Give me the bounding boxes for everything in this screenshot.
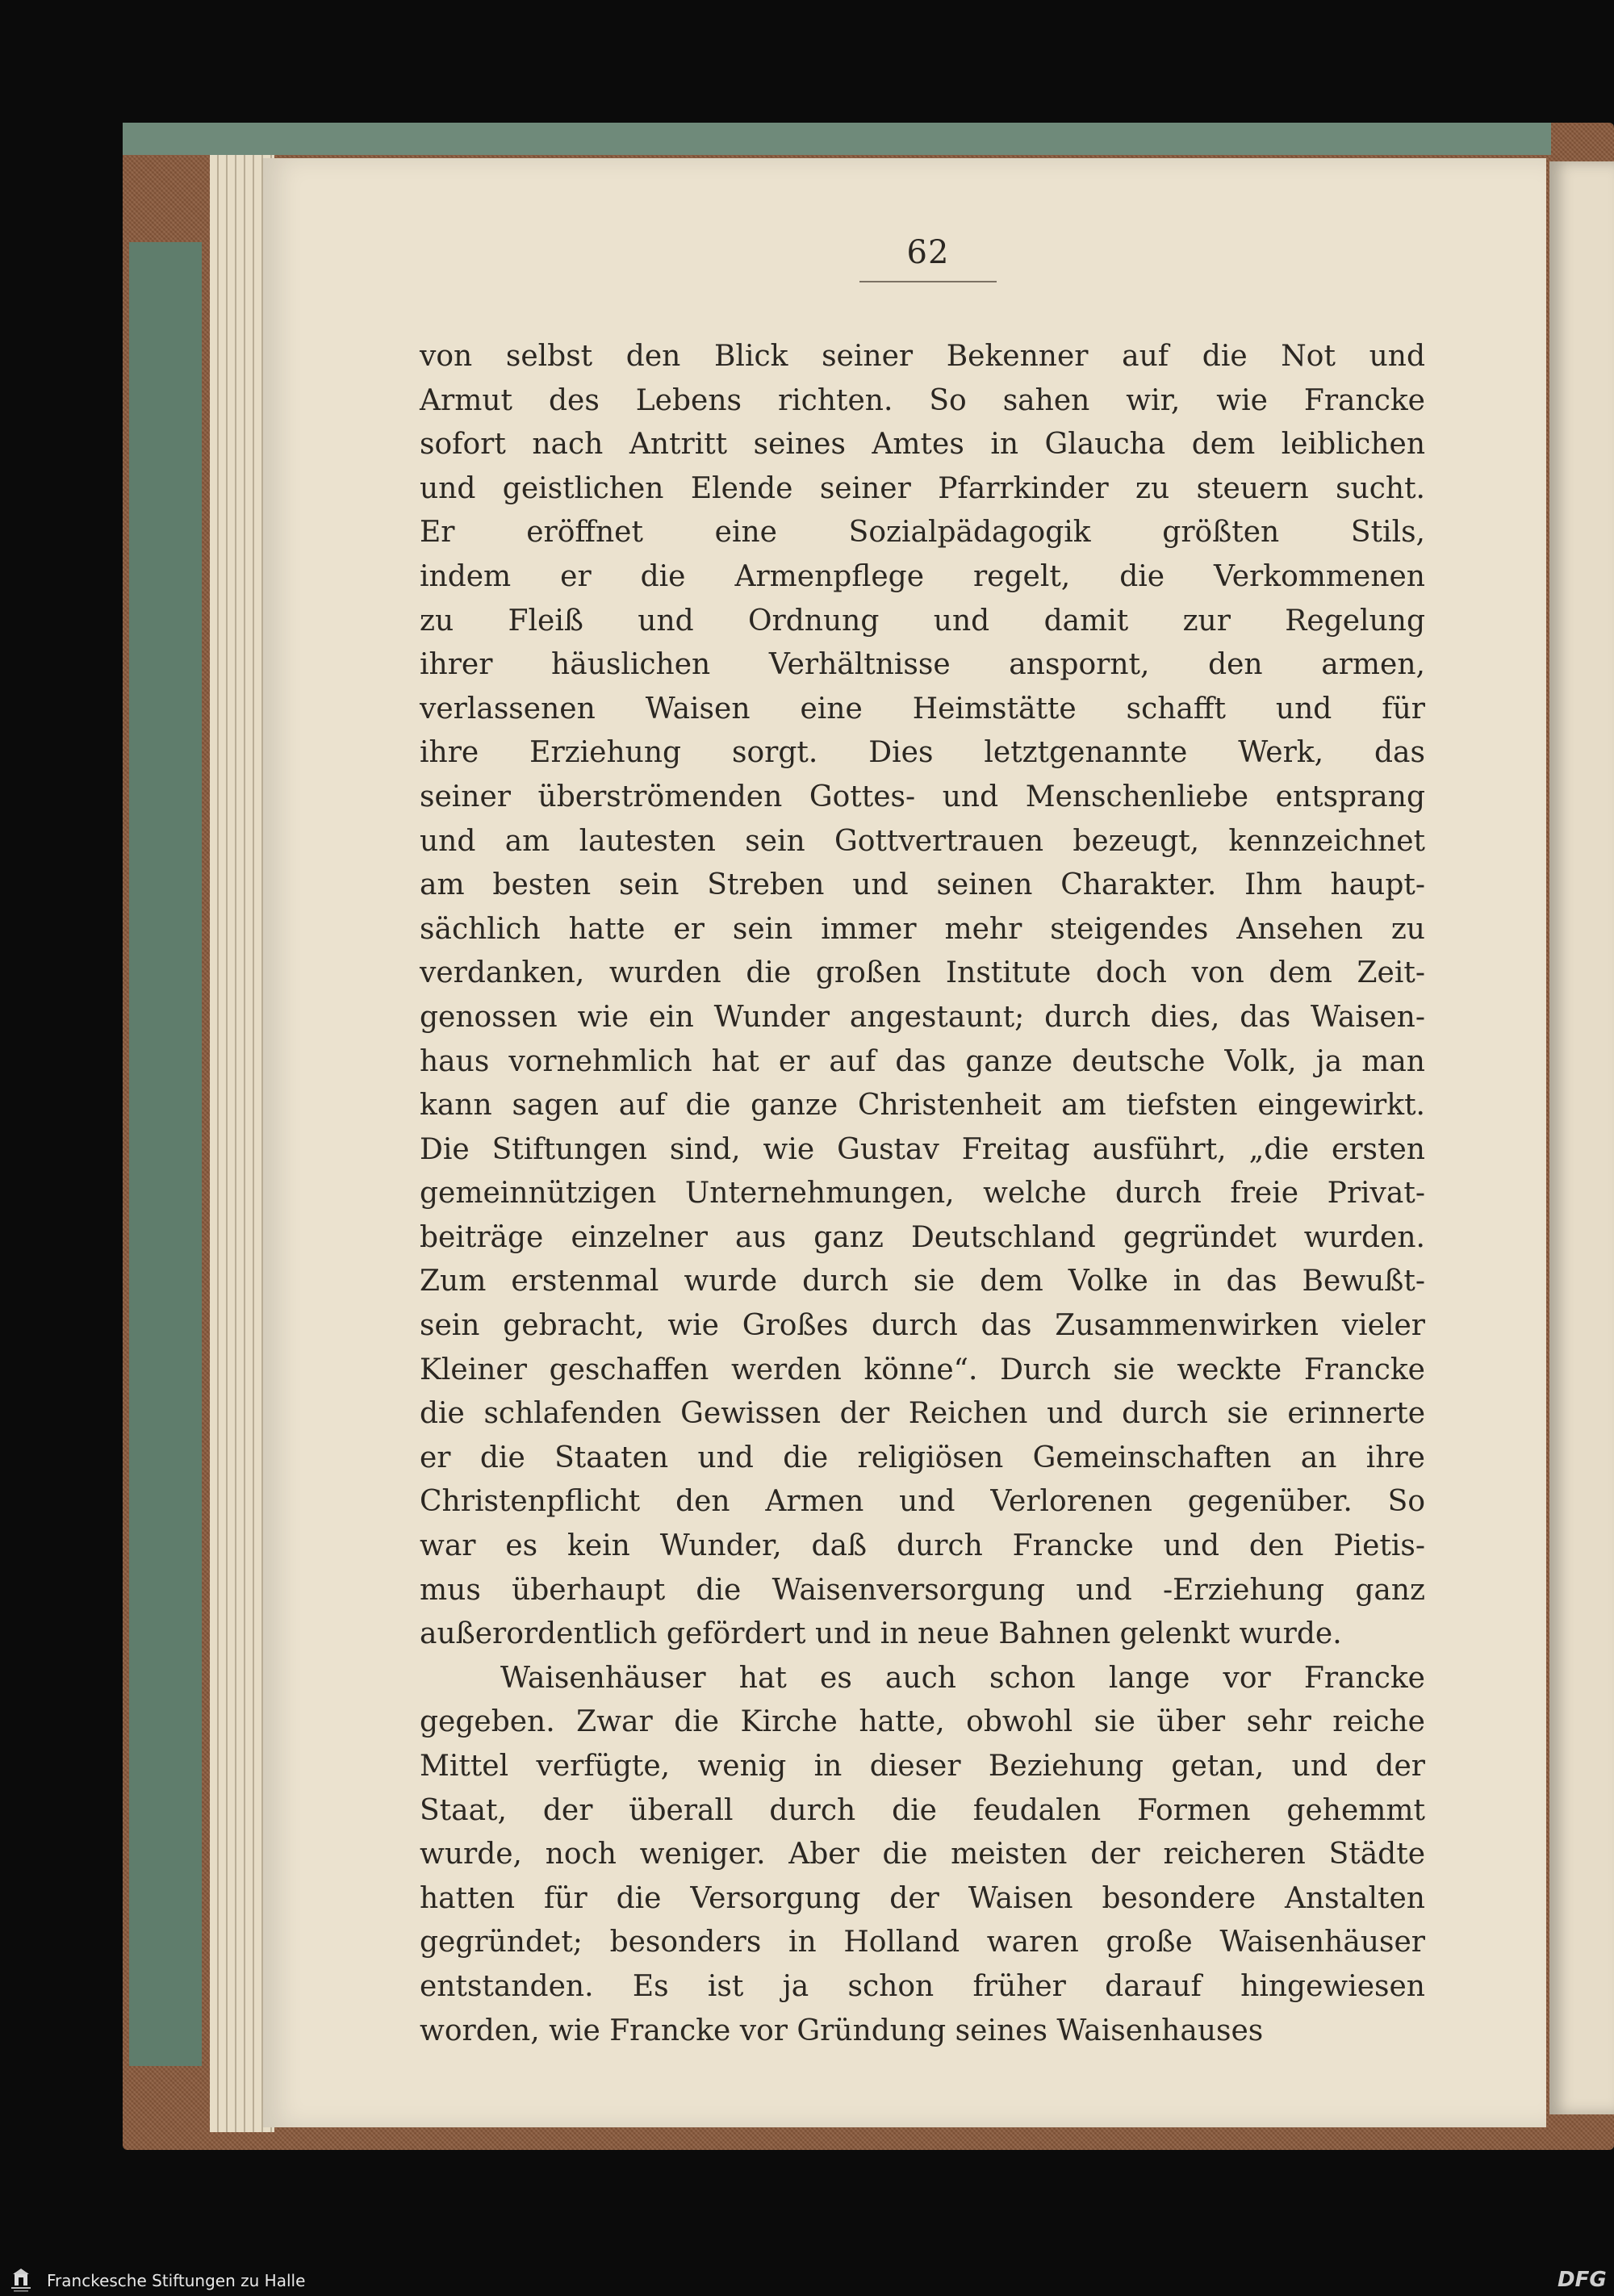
text-line: ihrer häuslichen Verhältnisse anspornt, den armen, bbox=[420, 648, 1425, 682]
text-line: sächlich hatte er sein immer mehr steigendes Ansehen zu bbox=[420, 912, 1425, 946]
text-line: er die Staaten und die religiösen Gemeinschaften an ihre bbox=[420, 1441, 1425, 1474]
text-line: Die Stiftungen sind, wie Gustav Freitag ausführt, „die ersten bbox=[420, 1132, 1425, 1166]
text-line: Kleiner geschaffen werden könne“. Durch sie weckte Francke bbox=[420, 1353, 1425, 1386]
endpaper-green bbox=[129, 242, 202, 2066]
facing-page-edge bbox=[1549, 161, 1614, 2114]
body-text bbox=[420, 335, 1425, 2053]
text-line: kann sagen auf die ganze Christenheit am tiefsten eingewirkt. bbox=[420, 1089, 1425, 1123]
text-line: und am lautesten sein Gottvertrauen bezeugt, kennzeichnet bbox=[420, 824, 1425, 858]
text-line: gegründet; besonders in Holland waren große Waisenhäuser bbox=[420, 1926, 1425, 1959]
text-line: Waisenhäuser hat es auch schon lange vor Francke bbox=[500, 1661, 1425, 1695]
text-line: mus überhaupt die Waisenversorgung und -Erziehung ganz bbox=[420, 1573, 1425, 1607]
text-line: und geistlichen Elende seiner Pfarrkinder zu steuern sucht. bbox=[420, 471, 1425, 505]
footer-institution: Franckesche Stiftungen zu Halle bbox=[47, 2271, 306, 2290]
text-line: hatten für die Versorgung der Waisen besondere Anstalten bbox=[420, 1881, 1425, 1915]
text-line: zu Fleiß und Ordnung und damit zur Regelung bbox=[420, 604, 1425, 638]
text-line: wurde, noch weniger. Aber die meisten der reicheren Städte bbox=[420, 1838, 1425, 1872]
text-line: Mittel verfügte, wenig in dieser Beziehung getan, und der bbox=[420, 1750, 1425, 1783]
text-line: sofort nach Antritt seines Amtes in Glaucha dem leiblichen bbox=[420, 428, 1425, 462]
text-line: Christenpflicht den Armen und Verlorenen gegenüber. So bbox=[420, 1485, 1425, 1519]
footer-dfg-logo: DFG bbox=[1558, 2268, 1607, 2292]
text-line: am besten sein Streben und seinen Charakter. Ihm haupt- bbox=[420, 868, 1425, 902]
page-number-rule bbox=[859, 281, 997, 282]
text-line: war es kein Wunder, daß durch Francke und den Pietis- bbox=[420, 1529, 1425, 1563]
text-line: entstanden. Es ist ja schon früher darauf hingewiesen bbox=[420, 1969, 1425, 2003]
text-line: gemeinnützigen Unternehmungen, welche durch freie Privat- bbox=[420, 1177, 1425, 1211]
text-line: genossen wie ein Wunder angestaunt; durch dies, das Waisen- bbox=[420, 1000, 1425, 1034]
text-line: außerordentlich gefördert und in neue Bahnen gelenkt wurde. bbox=[420, 1617, 1342, 1651]
text-line: verlassenen Waisen eine Heimstätte schafft und für bbox=[420, 692, 1425, 726]
text-line: indem er die Armenpflege regelt, die Verkommenen bbox=[420, 559, 1425, 593]
cover-green-top bbox=[123, 123, 1551, 155]
institution-logo-icon bbox=[6, 2268, 36, 2294]
text-line: seiner überströmenden Gottes- und Menschenliebe entsprang bbox=[420, 780, 1425, 813]
text-line: gegeben. Zwar die Kirche hatte, obwohl sie über sehr reiche bbox=[420, 1705, 1425, 1739]
text-line: verdanken, wurden die großen Institute doch von dem Zeit- bbox=[420, 956, 1425, 990]
text-line: beiträge einzelner aus ganz Deutschland gegründet wurden. bbox=[420, 1220, 1425, 1254]
page-number: 62 bbox=[906, 234, 950, 271]
text-line: Armut des Lebens richten. So sahen wir, wie Francke bbox=[420, 383, 1425, 417]
text-line: sein gebracht, wie Großes durch das Zusammenwirken vieler bbox=[420, 1309, 1425, 1343]
text-line: Zum erstenmal wurde durch sie dem Volke in das Bewußt- bbox=[420, 1265, 1425, 1299]
text-line: worden, wie Francke vor Gründung seines Waisenhauses bbox=[420, 2014, 1264, 2047]
text-line: Staat, der überall durch die feudalen Formen gehemmt bbox=[420, 1793, 1425, 1827]
text-line: ihre Erziehung sorgt. Dies letztgenannte Werk, das bbox=[420, 736, 1425, 770]
text-line: haus vornehmlich hat er auf das ganze deutsche Volk, ja man bbox=[420, 1044, 1425, 1078]
text-line: Er eröffnet eine Sozialpädagogik größten Stils, bbox=[420, 516, 1425, 550]
text-line: die schlafenden Gewissen der Reichen und durch sie erinnerte bbox=[420, 1397, 1425, 1431]
text-line: von selbst den Blick seiner Bekenner auf die Not und bbox=[420, 340, 1425, 373]
